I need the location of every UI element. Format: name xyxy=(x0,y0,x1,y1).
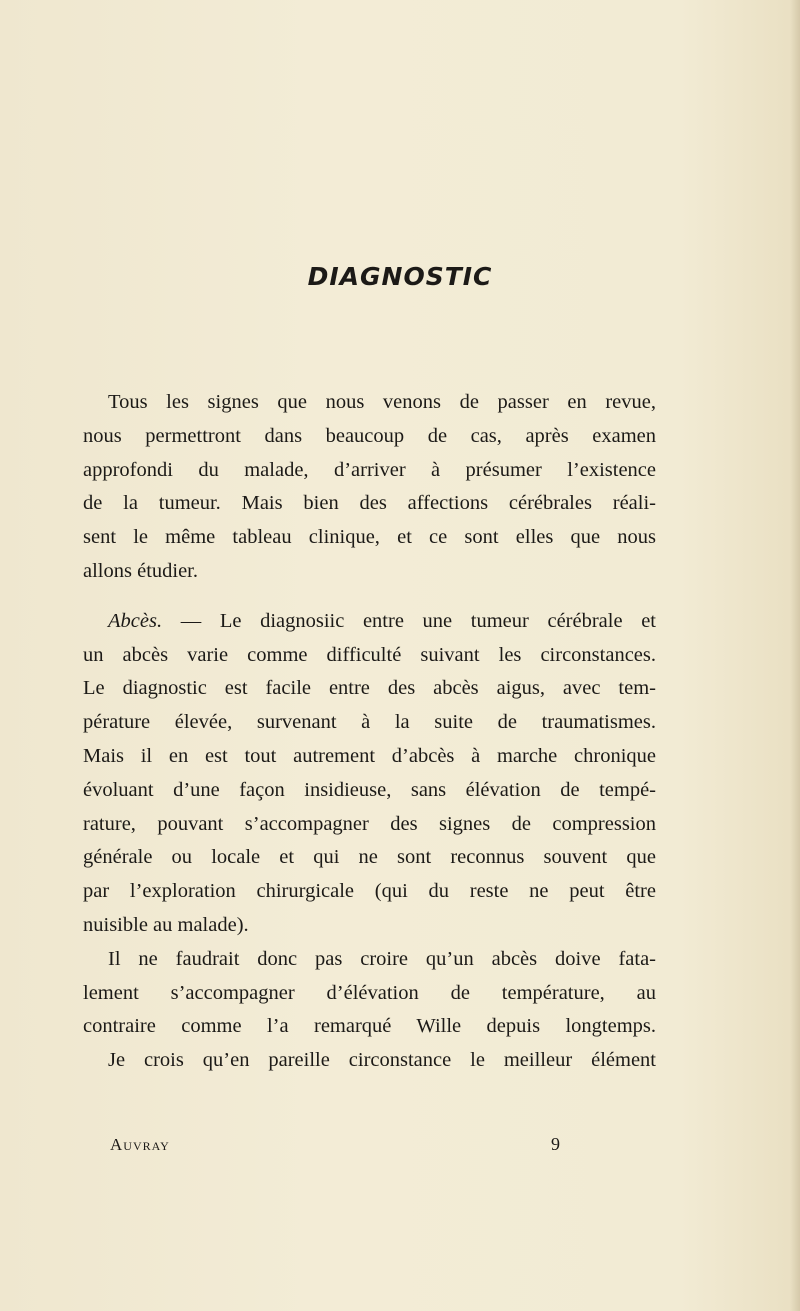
page-edge-shadow xyxy=(790,0,800,1311)
text-line: lement s’accompagner d’élévation de température, au xyxy=(83,981,656,1004)
text-line: contraire comme l’a remarqué Wille depuis longtemps. xyxy=(83,1015,656,1038)
text-line: générale ou locale et qui ne sont reconnus souvent que xyxy=(83,846,656,869)
footer-author: Auvray xyxy=(110,1135,170,1154)
text-line-rest: — Le diagnosiic entre une tumeur cérébrale et xyxy=(162,609,656,632)
text-line: nous permettront dans beaucoup de cas, après examen xyxy=(83,424,656,447)
text-line: Il ne faudrait donc pas croire qu’un abcès doive fata- xyxy=(108,947,656,970)
text-line: Je crois qu’en pareille circonstance le meilleur élément xyxy=(108,1049,656,1072)
running-title: DIAGNOSTIC xyxy=(307,262,493,291)
text-line: Mais il en est tout autrement d’abcès à marche chronique xyxy=(83,744,656,767)
text-line: Le diagnostic est facile entre des abcès aigus, avec tem- xyxy=(83,677,656,700)
text-line: approfondi du malade, d’arriver à présumer l’existence xyxy=(83,458,656,481)
text-line: rature, pouvant s’accompagner des signes de compression xyxy=(83,812,656,835)
text-line: Tous les signes que nous venons de passer en revue, xyxy=(108,391,656,413)
section-heading-abces: Abcès. xyxy=(108,609,163,632)
text-line: par l’exploration chirurgicale (qui du reste ne peut être xyxy=(83,880,656,903)
text-line: évoluant d’une façon insidieuse, sans élévation de tempé- xyxy=(83,778,656,801)
text-line: un abcès varie comme difficulté suivant les circonstances. xyxy=(83,643,656,666)
text-line: de la tumeur. Mais bien des affections cérébrales réali- xyxy=(83,492,656,515)
text-line xyxy=(83,605,656,639)
footer-signature-mark: 9 xyxy=(551,1134,560,1154)
text-line: allons étudier. xyxy=(83,559,199,582)
body-text xyxy=(83,386,656,1078)
text-line: pérature élevée, survenant à la suite de traumatismes. xyxy=(83,711,656,734)
text-line: nuisible au malade). xyxy=(83,913,249,936)
text-line: sent le même tableau clinique, et ce sont elles que nous xyxy=(83,526,656,549)
